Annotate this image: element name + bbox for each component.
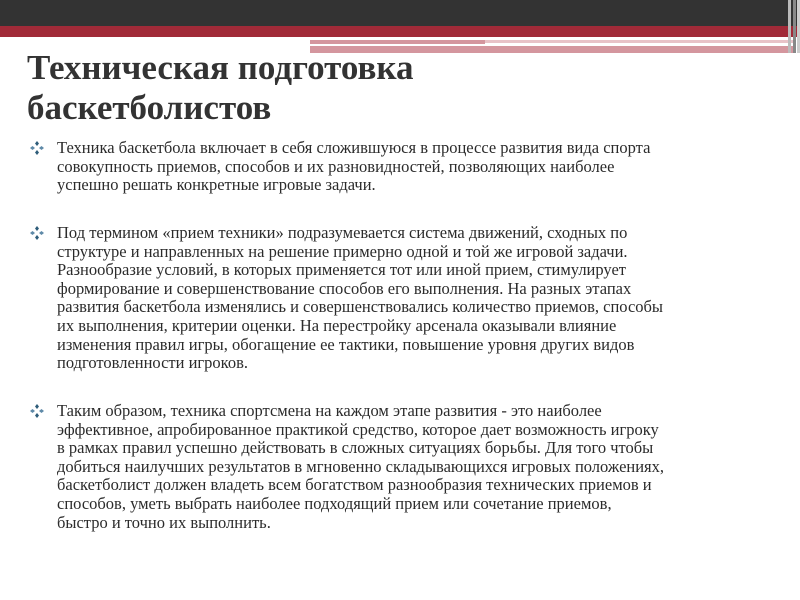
bullet-text [57, 402, 664, 532]
bullet-text [57, 139, 650, 195]
bullet-text-line: совокупность приемов, способов и их разновидностей, позволяющих наиболее [57, 156, 615, 176]
bullet-text-line: способов, уметь выбрать наиболее подходящий прием или сочетание приемов, [57, 493, 612, 513]
decorative-edge-stripe [793, 0, 796, 53]
header-accent-band [0, 26, 800, 37]
bullet-text-line: добиться наилучших результатов в мгновенно складывающихся игровых положениях, [57, 456, 665, 476]
bullet-text-line: успешно решать конкретные игровые задачи. [57, 175, 376, 195]
bullet-text-line: развития баскетбола изменялись и совершенствовались количество приемов, способы [57, 297, 664, 317]
bullet-text-line: Под термином «прием техники» подразумевается система движений, сходных по [57, 223, 628, 242]
bullet-text-line: формирование и совершенствование способов его выполнения. На разных этапах [57, 278, 632, 298]
diamond-cluster-icon [30, 226, 44, 240]
bullet-text-line: Таким образом, техника спортсмена на каждом этапе развития - это наиболее [57, 401, 602, 420]
bullet-text-line: их выполнения, критерии оценки. На перестройку арсенала оказывали влияние [57, 315, 617, 335]
header-dark-bar [0, 0, 800, 26]
slide-title-line: баскетболистов [27, 88, 272, 127]
bullet-text-line: в рамках правил успешно действовать в сложных ситуациях борьбы. Для того чтобы [57, 438, 654, 458]
bullet-text-line: эффективное, апробированное практикой средство, которое дает возможность игроку [57, 419, 659, 439]
decorative-line [310, 40, 485, 44]
bullet-text-line: баскетболист должен владеть всем богатством разнообразия технических приемов и [57, 475, 652, 495]
bullet-text [57, 224, 663, 373]
bullet-text-line: структуре и направленных на решение примерно одной и той же игровой задачи. [57, 241, 628, 261]
bullet-text-line: быстро и точно их выполнить. [57, 512, 271, 532]
diamond-cluster-icon [30, 404, 44, 418]
bullet-text-line: Техника баскетбола включает в себя сложившуюся в процессе развития вида спорта [57, 138, 651, 157]
decorative-edge-stripe [788, 0, 791, 53]
bullet-text-line: подготовленности игроков. [57, 353, 249, 373]
bullet-text-line: Разнообразие условий, в которых применяется тот или иной прием, стимулирует [57, 260, 626, 280]
decorative-line [485, 40, 795, 43]
slide-title-line: Техническая подготовка [27, 48, 414, 87]
bullet-text-line: изменения правил игры, обогащение ее тактики, повышение уровня других видов [57, 334, 635, 354]
diamond-cluster-icon [30, 141, 44, 155]
slide-title [27, 48, 414, 128]
